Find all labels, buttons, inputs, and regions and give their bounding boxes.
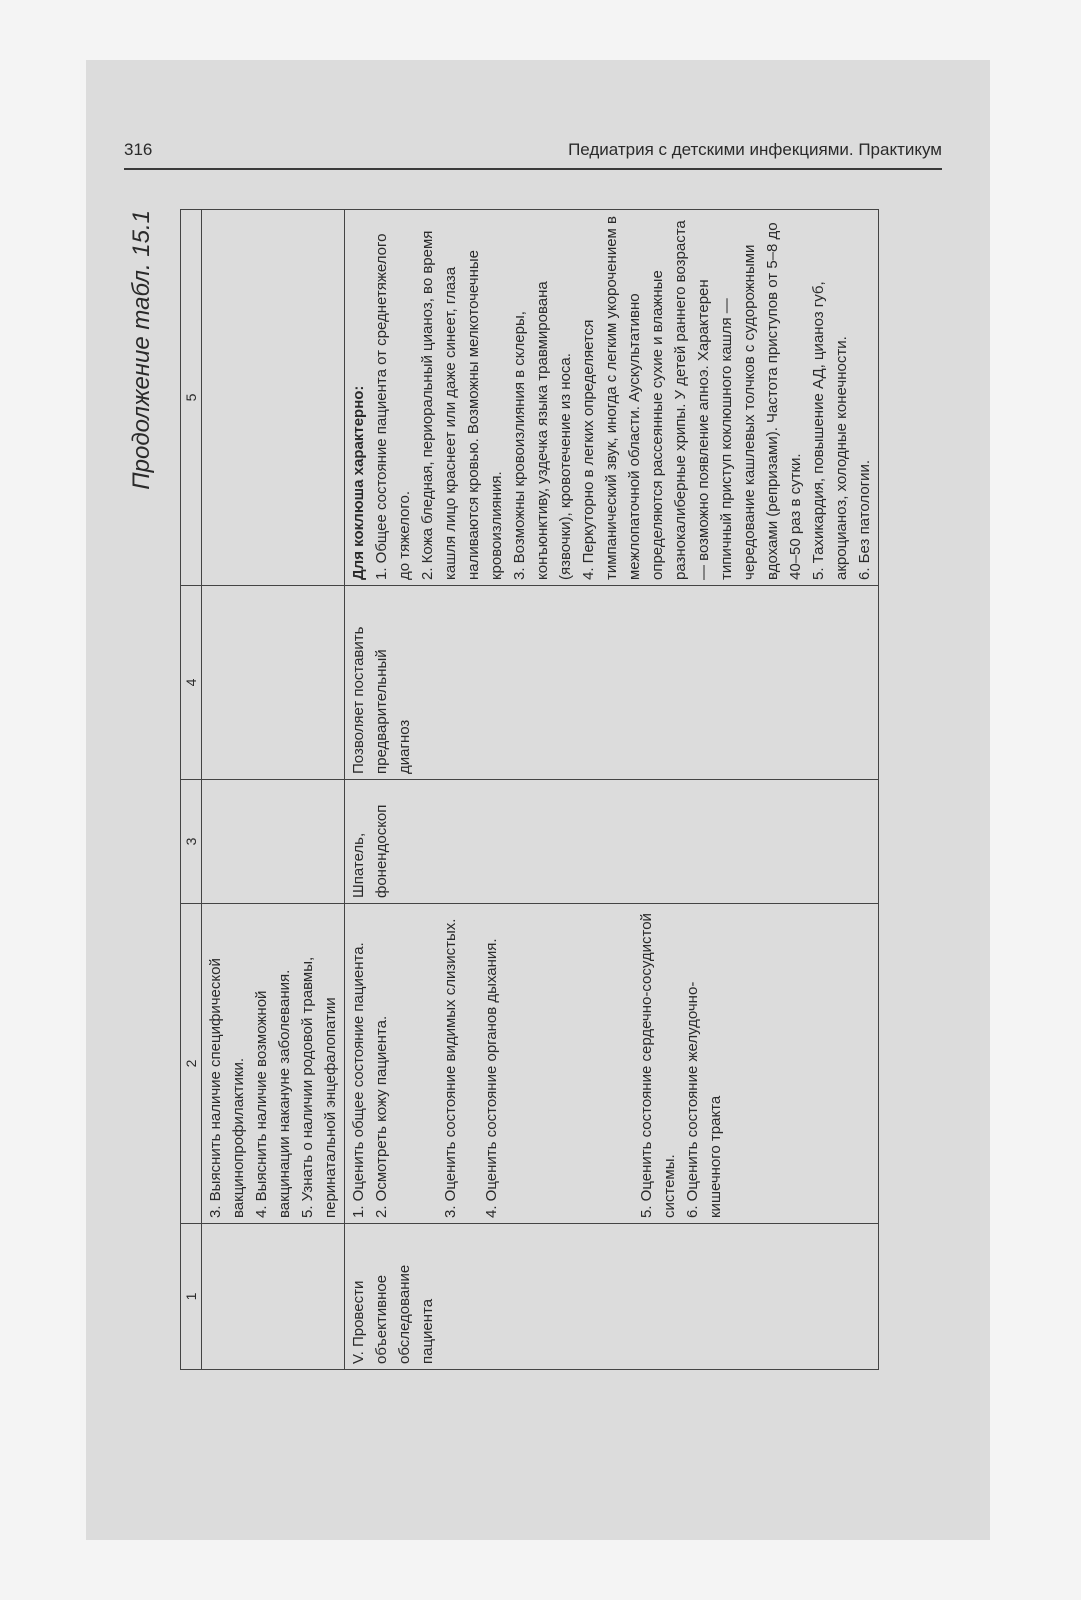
procedure-table (180, 209, 879, 1370)
finding-item: 2. Кожа бледная, периоральный цианоз, во время кашля лицо краснеет или даже синеет, глаза наливаются кровью. Возможны мелкоточечные кровоизлияния. (419, 230, 505, 580)
cell-rationale: Позволяет поставить предварительный диагноз (345, 586, 879, 780)
book-title: Педиатрия с детскими инфекциями. Практикум (568, 140, 942, 159)
action-item: 6. Оценить состояние желудочно-кишечного тракта (684, 981, 724, 1218)
table-caption: Продолжение табл. 15.1 (128, 210, 155, 490)
col-header-4: 4 (181, 586, 202, 780)
action-item: 3. Оценить состояние видимых слизистых. (442, 918, 459, 1218)
table-row (345, 210, 879, 1370)
cell-actions (345, 904, 879, 1224)
action-item: 4. Выяснить наличие возможной вакцинации накануне заболевания. (253, 969, 293, 1218)
finding-item: 3. Возможны кровоизлияния в склеры, конъюнктиву, уздечка языка травмирована (язвочки), кровотечение из носа. (511, 281, 574, 580)
action-item: 2. Осмотреть кожу пациента. (373, 1015, 390, 1218)
rotated-table-block (122, 210, 892, 1370)
action-item: 5. Узнать о наличии родовой травмы, перинатальной энцефалопатии (299, 956, 339, 1218)
cell-rationale (202, 586, 345, 780)
spacer (462, 909, 480, 1218)
action-item: 5. Оценить состояние сердечно-сосудистой системы. (638, 913, 678, 1218)
finding-item: 4. Перкуторно в легких определяется тимпанический звук, иногда с легким укорочением в межлопаточной области. Аускультативно определяются рассеянные сухие и влажные разнокалиберные хрипы. У детей раннего возраста — возможно появление апноэ. Характерен типичный приступ коклюшного кашля — чередование кашлевых толчков с судорожными вдохами (репризами). Частота приступов от 5–8 до 40–50 раз в сутки. (580, 215, 804, 580)
spacer (503, 909, 635, 1218)
running-header (124, 138, 942, 170)
action-item: 1. Оценить общее состояние пациента. (350, 942, 367, 1218)
spacer (393, 909, 439, 1218)
col-header-2: 2 (181, 904, 202, 1224)
cell-findings (202, 210, 345, 586)
finding-item: 5. Тахикардия, повышение АД, цианоз губ, акроцианоз, холодные конечности. (810, 281, 850, 580)
finding-item: 6. Без патологии. (856, 459, 873, 580)
col-header-3: 3 (181, 780, 202, 904)
col-header-1: 1 (181, 1224, 202, 1370)
action-item: 4. Оценить состояние органов дыхания. (483, 938, 500, 1218)
action-item: 3. Выяснить наличие специфической вакцинопрофилактики. (207, 958, 247, 1218)
col-header-5: 5 (181, 210, 202, 586)
cell-equipment (202, 780, 345, 904)
page-number: 316 (124, 140, 153, 159)
findings-heading: Для коклюша характерно: (350, 385, 367, 580)
finding-item: 1. Общее состояние пациента от среднетяжелого до тяжелого. (373, 233, 413, 580)
cell-equipment: Шпатель, фонендоскоп (345, 780, 879, 904)
table-header-row (181, 210, 202, 1370)
cell-stage: V. Провести объективное обследование пациента (345, 1224, 879, 1370)
table-row (202, 210, 345, 1370)
cell-stage (202, 1224, 345, 1370)
cell-findings (345, 210, 879, 586)
cell-actions (202, 904, 345, 1224)
